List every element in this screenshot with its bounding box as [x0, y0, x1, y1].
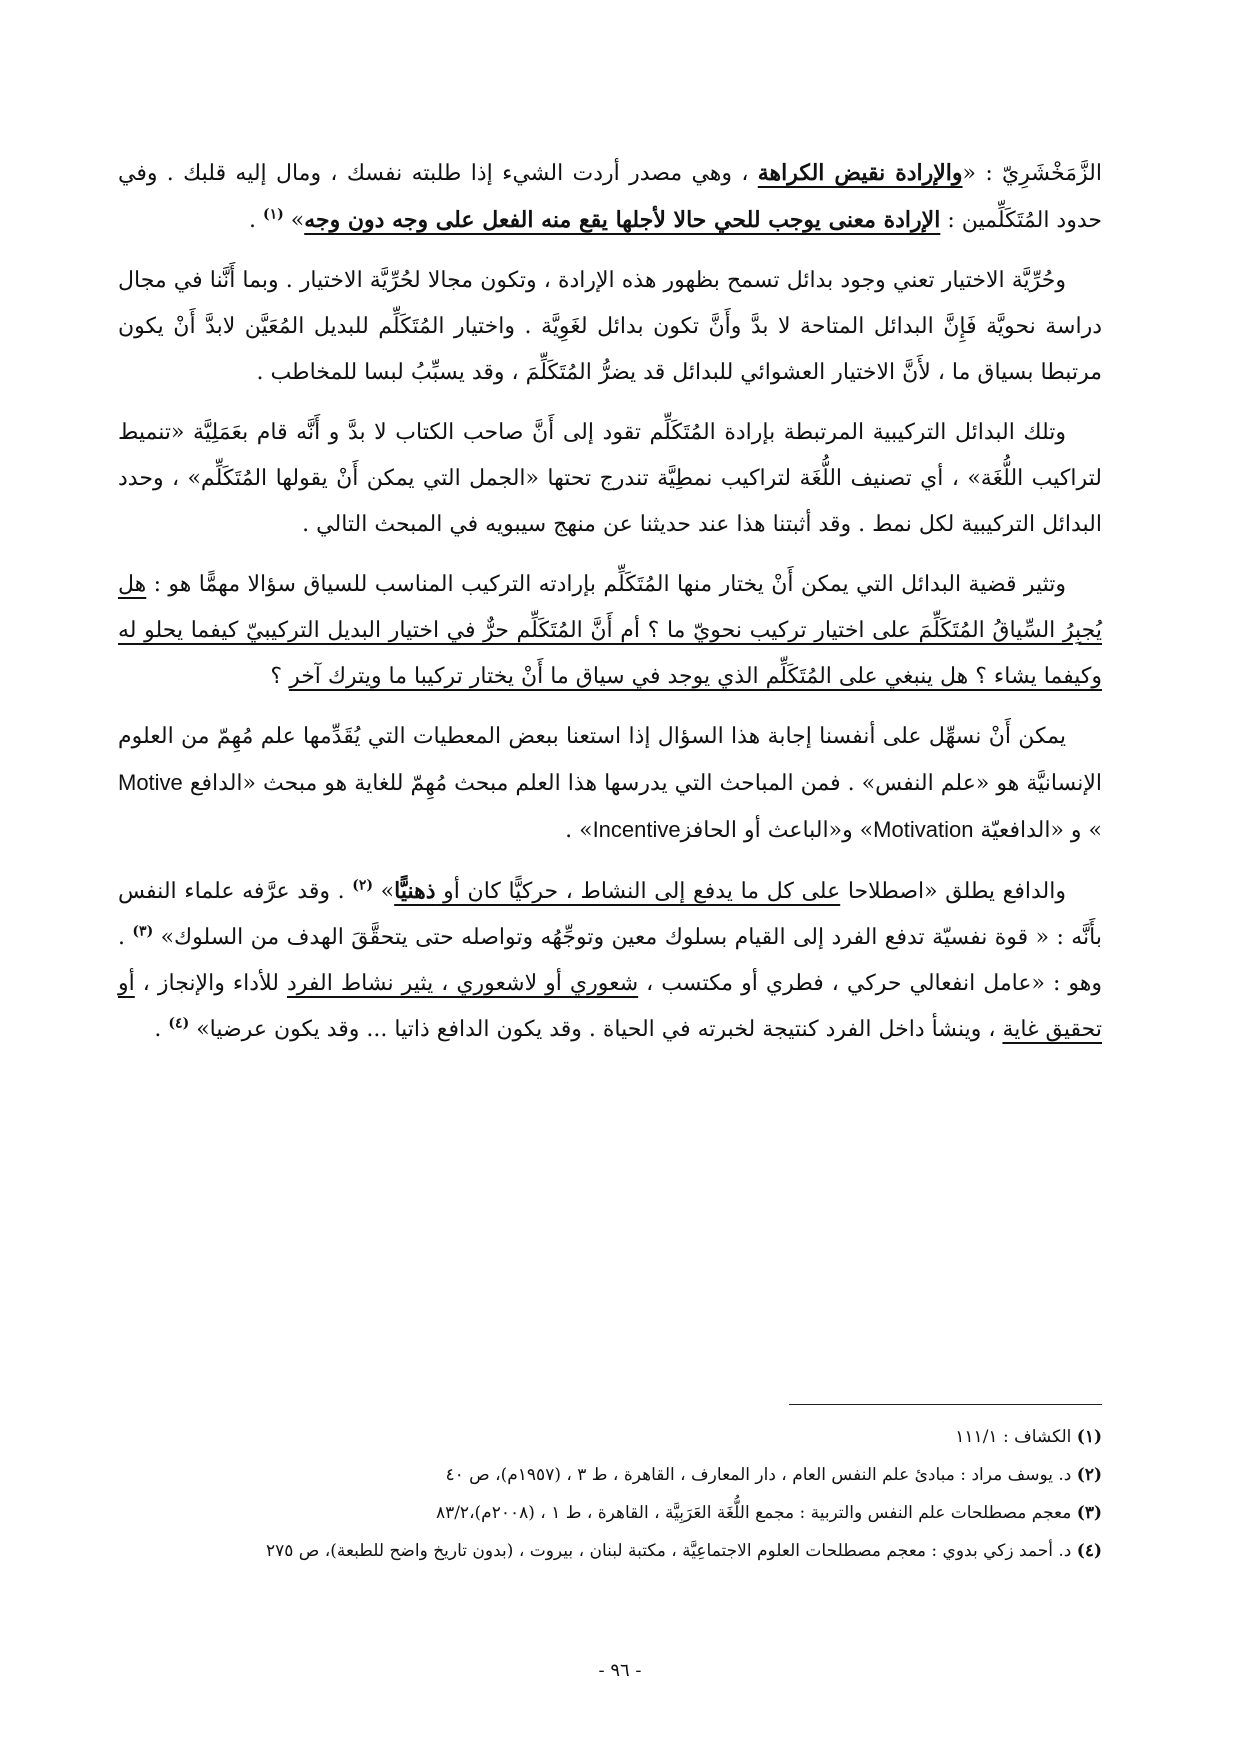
footnote-4 — [118, 1532, 1102, 1570]
p1-text-a: الزَّمَخْشَرِيّ : « — [962, 161, 1102, 186]
footnote-separator — [789, 1404, 1102, 1405]
paragraph-3: وتلك البدائل التركيبية المرتبطة بإرادة المُتَكَلِّم تقود إلى أَنَّ صاحب الكتاب لا بدَّ و أَنَّه قام بعَمَلِيَّة «تنميط لتراكيب اللُّغَة» ، أي تصنيف اللُّغَة لتراكيب نمطِيَّة تندرج تحتها «الجمل التي يمكن أَنْ يقولها المُتَكَلِّم» ، وحدد البدائل التركيبية لكل نمط . وقد أثبتنا هذا عند حديثنا عن منهج سيبويه في المبحث التالي . — [118, 420, 1102, 537]
p4-text-a: وتثير قضية البدائل التي يمكن أَنْ يختار منها المُتَكَلِّم بإرادته التركيب المناسب للسياق سؤالا مهمًّا هو : — [146, 572, 1066, 597]
term-motivation: Motivation — [873, 817, 974, 842]
p1-bold-definition-2: الإرادة معنى يوجب للحي حالا لأجلها يقع منه الفعل على وجه دون وجه — [304, 207, 941, 233]
p1-text-e: » — [283, 208, 305, 233]
p6-text-j: ، وينشأ داخل الفرد كنتيجة لخبرته في الحياة . وقد يكون الدافع ذاتيا ... وقد يكون عرضيا» — [189, 1017, 1003, 1042]
p6-underlined-1: على كل ما يدفع إلى النشاط ، حركيًّا كان أو — [435, 879, 841, 904]
footnote-ref-4: (٤) — [168, 1015, 190, 1032]
footnote-text: الكشاف : ١١١/١ — [955, 1427, 1077, 1447]
footnote-number: (١) — [1076, 1427, 1102, 1447]
p6-bold-underlined: ذهنيًّا — [394, 878, 436, 904]
footnote-number: (٣) — [1076, 1503, 1102, 1523]
p1-text-f: . — [248, 208, 263, 233]
p6-text-a: والدافع يطلق «اصطلاحا — [840, 879, 1066, 904]
footnote-1 — [118, 1418, 1102, 1456]
p6-underlined-3: أو تحقيق غاية — [118, 971, 1102, 1042]
footnote-2 — [118, 1456, 1102, 1494]
paragraph-5 — [118, 714, 1102, 854]
p6-underlined-2: شعوري أو لاشعوري ، يثير نشاط الفرد — [286, 971, 639, 996]
footnotes — [118, 1418, 1102, 1570]
p5-text-b: » و «الدافعيّة — [973, 818, 1102, 843]
p6-text-k: . — [154, 1017, 169, 1042]
footnote-number: (٢) — [1076, 1465, 1102, 1485]
footnote-ref-2: (٢) — [352, 877, 374, 894]
footnote-text: معجم مصطلحات علم النفس والتربية : مجمع اللُّغَة العَرَبِيَّة ، القاهرة ، ط ١ ، (٢٠٠٨م)،٨٣/٢ — [435, 1503, 1077, 1523]
p6-text-e: . وقد عرَّفه علماء النفس بأَنَّه : « قوة نفسيّة تدفع الفرد إلى القيام بسلوك معين وتوجِّهُه وتواصله حتى يتحقَّقَ الهدف من السلوك» — [118, 879, 1103, 950]
paragraph-6 — [118, 868, 1102, 1053]
term-motive: Motive — [118, 770, 183, 795]
p5-text-c: » و«الباعث أو الحافز — [680, 818, 874, 843]
p6-text-f: . وهو : «عامل انفعالي حركي ، فطري أو مكتسب ، — [118, 925, 1102, 996]
footnote-3 — [118, 1494, 1102, 1532]
paragraph-1 — [118, 150, 1102, 244]
p4-text-c: ؟ — [270, 664, 290, 689]
page-body — [118, 150, 1102, 1067]
term-incentive: Incentive — [592, 817, 681, 842]
p4-underlined-question: هل يُجبِرُ السِّياقُ المُتَكَلِّمَ على اختيار تركيب نحويّ ما ؟ أم أَنَّ المُتَكَلِّم حرٌّ في اختيار البديل التركيبيّ كيفما يحلو له وكيفما يشاء ؟ هل ينبغي على المُتَكَلِّم الذي يوجد في سياق ما أَنْ يختار تركيبا ما ويترك آخر — [118, 572, 1102, 689]
footnote-text: د. أحمد زكي بدوي : معجم مصطلحات العلوم الاجتماعِيَّة ، مكتبة لبنان ، بيروت ، (بدون تاريخ واضح للطبعة)، ص ٢٧٥ — [265, 1541, 1077, 1561]
footnote-ref-3: (٣) — [132, 923, 154, 940]
p5-text-d: » . — [565, 818, 593, 843]
paragraph-2: وحُرِّيَّة الاختيار تعني وجود بدائل تسمح بظهور هذه الإرادة ، وتكون مجالا لحُرِّيَّة الاختيار . وبما أَنَّنا في مجال دراسة نحويَّة فَإِنَّ البدائل المتاحة لا بدَّ وأَنَّ تكون بدائل لغَوِيَّة . واختيار المُتَكَلِّم للبديل المُعَيَّن لابدَّ أَنْ يكون مرتبطا بسياق ما ، لأَنَّ الاختيار العشوائي للبدائل قد يضرُّ المُتَكَلِّمَ ، وقد يسبِّبُ لبسا للمخاطب . — [118, 268, 1102, 385]
footnote-text: د. يوسف مراد : مبادئ علم النفس العام ، دار المعارف ، القاهرة ، ط ٣ ، (١٩٥٧م)، ص ٤٠ — [445, 1465, 1077, 1485]
footnote-ref-1: (١) — [262, 206, 284, 223]
p6-text-d: » — [373, 879, 395, 904]
page-number: - ٩٦ - — [598, 1660, 642, 1681]
p6-text-h: للأداء والإنجاز ، — [134, 971, 287, 996]
footnote-number: (٤) — [1076, 1541, 1102, 1561]
p5-text-a: يمكن أَنْ نسهِّل على أنفسنا إجابة هذا السؤال إذا استعنا ببعض المعطيات التي يُقَدِّمها علم مُهِمّ من العلوم الإنسانيَّة هو «علم النفس» . فمن المباحث التي يدرسها هذا العلم مبحث مُهِمّ للغاية هو مبحث «الدافع — [118, 724, 1102, 796]
p1-bold-definition: والإرادة نقيض الكراهة — [757, 160, 963, 186]
paragraph-4 — [118, 562, 1102, 700]
p1-text-c: ، وهي مصدر أردت الشيء إذا طلبته نفسك ، ومال إليه قلبك . وفي حدود المُتَكَلِّمين : — [118, 161, 1102, 233]
